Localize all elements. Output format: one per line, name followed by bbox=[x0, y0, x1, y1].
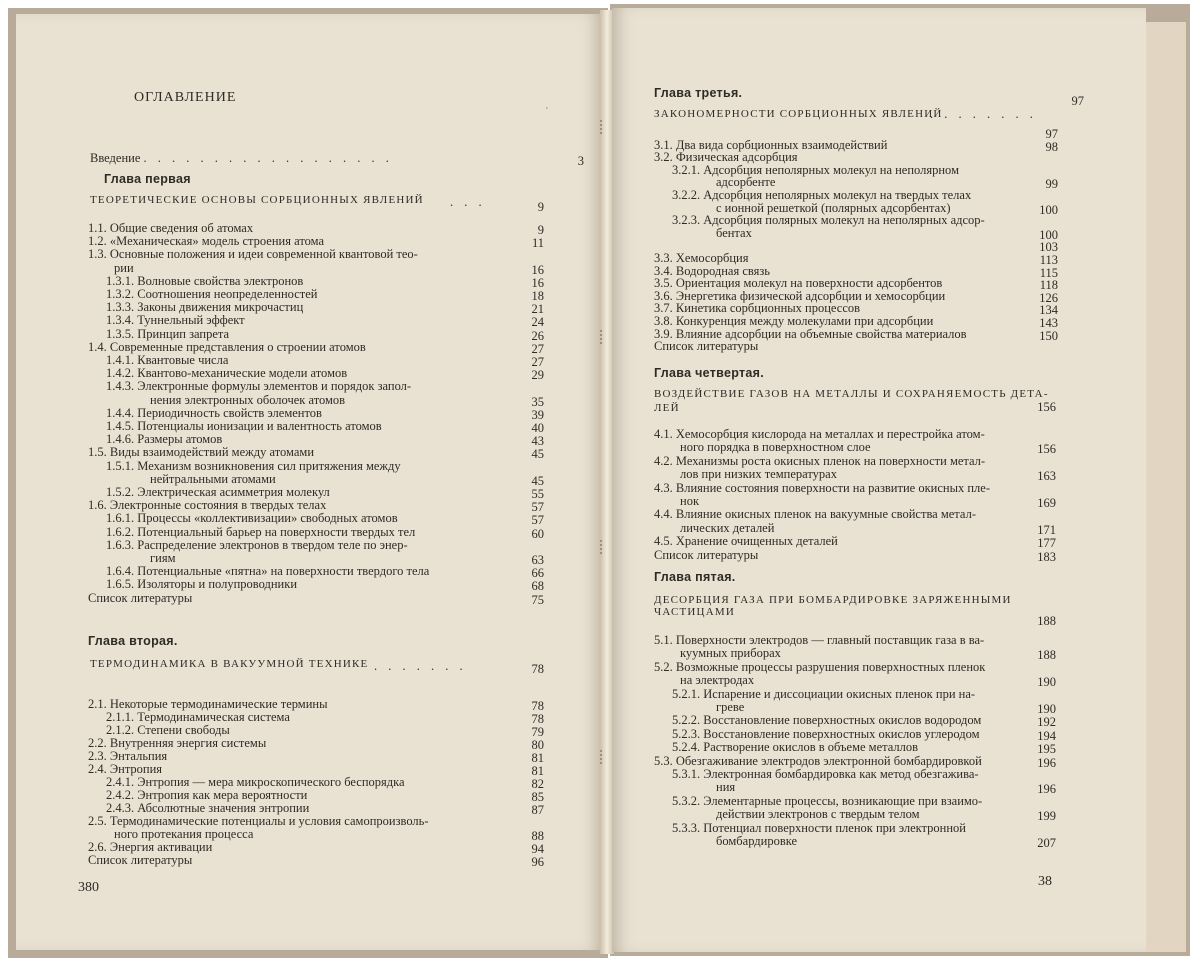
toc-page-number: 188 bbox=[1037, 648, 1056, 663]
toc-entry: 1.4.6. Размеры атомов bbox=[106, 432, 223, 447]
toc-entry: 2.1.2. Степени свободы bbox=[106, 723, 230, 737]
toc-entry: 3.2. Физическая адсорбция bbox=[654, 150, 798, 165]
toc-entry: 1.3.3. Законы движения микрочастиц bbox=[106, 300, 304, 315]
toc-header: ОГЛАВЛЕНИЕ bbox=[134, 90, 237, 105]
toc-entry: 5.2.1. Испарение и диссоциации окисных пленок при на- bbox=[672, 686, 976, 701]
chapter-2-section: ТЕРМОДИНАМИКА В ВАКУУМНОЙ ТЕХНИКЕ bbox=[90, 658, 369, 670]
toc-entry: 1.3.1. Волновые свойства электронов bbox=[106, 273, 304, 288]
right-page-number: 38 bbox=[1038, 874, 1052, 889]
toc-page-number: 63 bbox=[531, 553, 544, 567]
toc-page-number: 88 bbox=[531, 829, 544, 843]
toc-page-number: 81 bbox=[531, 751, 544, 765]
toc-entry: 1.3.4. Туннельный эффект bbox=[106, 313, 245, 328]
toc-entry: нения электронных оболочек атомов bbox=[150, 392, 346, 407]
toc-entry: 3.2.2. Адсорбция неполярных молекул на твердых телах bbox=[672, 188, 972, 202]
toc-page-number: 171 bbox=[1037, 522, 1056, 537]
toc-page-number: 207 bbox=[1037, 836, 1056, 850]
toc-entry: 1.3.2. Соотношения неопределенностей bbox=[106, 287, 318, 301]
toc-entry: 4.4. Влияние окисных пленок на вакуумные свойства метал- bbox=[654, 507, 976, 522]
toc-entry: 5.2.2. Восстановление поверхностных окислов водородом bbox=[672, 713, 982, 728]
toc-entry: Список литературы bbox=[88, 590, 193, 605]
toc-entry: 1.6.5. Изоляторы и полупроводники bbox=[106, 577, 298, 592]
chapter-5-section-line2: ЧАСТИЦАМИ bbox=[654, 606, 735, 618]
toc-entry: 5.2.3. Восстановление поверхностных окислов углеродом bbox=[672, 726, 980, 741]
toc-entry: 2.4.3. Абсолютные значения энтропии bbox=[106, 801, 310, 815]
toc-page-number: 126 bbox=[1039, 290, 1058, 305]
toc-page-number: 96 bbox=[531, 855, 544, 869]
toc-entry: 3.4. Водородная связь bbox=[654, 263, 770, 278]
toc-page-number: 99 bbox=[1045, 177, 1058, 192]
toc-entry: действии электронов с твердым телом bbox=[716, 807, 920, 822]
chapter-3-title: Глава третья. bbox=[654, 86, 743, 100]
toc-page-number: 190 bbox=[1037, 675, 1056, 690]
chapter-4-section-page: 156 bbox=[1037, 400, 1056, 414]
toc-entry: 5.3.2. Элементарные процессы, возникающие при взаимо- bbox=[672, 793, 983, 808]
toc-page-number: 43 bbox=[531, 434, 544, 449]
toc-page-number: 190 bbox=[1037, 702, 1056, 716]
toc-page-number: 29 bbox=[531, 368, 544, 383]
toc-entry: 1.4.5. Потенциалы ионизации и валентность атомов bbox=[106, 419, 382, 433]
toc-entry: 2.3. Энтальпия bbox=[88, 749, 168, 763]
toc-entry: 1.3.5. Принцип запрета bbox=[106, 326, 230, 341]
toc-page-number: 27 bbox=[531, 355, 544, 369]
toc-entry: Список литературы bbox=[88, 853, 193, 867]
toc-page-number: 196 bbox=[1037, 782, 1056, 797]
toc-entry: 2.1.1. Термодинамическая система bbox=[106, 710, 290, 724]
chapter-4-title: Глава четвертая. bbox=[654, 366, 765, 380]
toc-entry: 1.4.1. Квантовые числа bbox=[106, 353, 229, 367]
toc-page-number: 199 bbox=[1037, 809, 1056, 824]
toc-page-number: 169 bbox=[1037, 496, 1056, 510]
toc-page-number: 183 bbox=[1037, 549, 1056, 564]
toc-entry: 3.5. Ориентация молекул на поверхности адсорбентов bbox=[654, 276, 943, 291]
toc-page-number: 16 bbox=[531, 275, 544, 290]
chapter-1-section-page: 9 bbox=[537, 200, 544, 214]
toc-entry: 5.3. Обезгаживание электродов электронной бомбардировкой bbox=[654, 753, 982, 768]
toc-entry: 5.2.4. Растворение окислов в объеме металлов bbox=[672, 740, 919, 755]
toc-entry: 2.4. Энтропия bbox=[88, 762, 163, 776]
toc-entry-intro: Введение . . . . . . . . . . . . . . . . . . bbox=[90, 151, 393, 165]
toc-page-number: 57 bbox=[531, 513, 544, 528]
chapter-4-section-line1: ВОЗДЕЙСТВИЕ ГАЗОВ НА МЕТАЛЛЫ И СОХРАНЯЕМОСТЬ ДЕТА- bbox=[654, 388, 1049, 400]
toc-page-number: 75 bbox=[531, 592, 544, 607]
toc-page-number: 78 bbox=[531, 699, 544, 713]
toc-entry: 2.4.1. Энтропия — мера микроскопического беспорядка bbox=[106, 775, 405, 789]
toc-page-number: 100 bbox=[1039, 202, 1058, 217]
toc-page-number: 103 bbox=[1039, 240, 1058, 255]
toc-entry: 1.3. Основные положения и идеи современной квантовой тео- bbox=[88, 247, 418, 262]
toc-entry: бомбардировке bbox=[716, 834, 798, 848]
toc-entry: бентах bbox=[716, 225, 752, 240]
chapter-1-section: ТЕОРЕТИЧЕСКИЕ ОСНОВЫ СОРБЦИОННЫХ ЯВЛЕНИЙ bbox=[90, 194, 424, 206]
toc-entry: 2.6. Энергия активации bbox=[88, 840, 213, 854]
toc-page-number: 98 bbox=[1045, 139, 1058, 154]
toc-entry: 2.4.2. Энтропия как мера вероятности bbox=[106, 788, 308, 802]
toc-page-number: 21 bbox=[531, 302, 544, 317]
toc-entry: с ионной решеткой (полярных адсорбентах) bbox=[716, 200, 951, 215]
toc-page-number: 94 bbox=[531, 842, 544, 856]
toc-entry: лов при низких температурах bbox=[680, 467, 837, 482]
left-page bbox=[16, 14, 602, 950]
toc-entry: 1.5.2. Электрическая асимметрия молекул bbox=[106, 485, 330, 499]
toc-entry: лических деталей bbox=[680, 520, 775, 535]
toc-page-number: 115 bbox=[1039, 265, 1058, 280]
toc-entry: ного порядка в поверхностном слое bbox=[680, 440, 871, 455]
toc-entry: 2.1. Некоторые термодинамические термины bbox=[88, 697, 328, 711]
toc-entry: ного протекания процесса bbox=[114, 827, 254, 841]
toc-page-number: 60 bbox=[531, 526, 544, 541]
left-page-number: 380 bbox=[78, 880, 99, 895]
toc-page-number: 81 bbox=[531, 764, 544, 778]
toc-page-number: 27 bbox=[531, 341, 544, 356]
toc-entry: 3.8. Конкуренция между молекулами при адсорбции bbox=[654, 314, 934, 328]
toc-page-number: 16 bbox=[531, 262, 544, 277]
toc-entry: 4.5. Хранение очищенных деталей bbox=[654, 534, 838, 549]
chapter-2-leaders: . . . . . . . bbox=[374, 659, 467, 673]
toc-entry: адсорбенте bbox=[716, 175, 776, 190]
toc-entry: нейтральными атомами bbox=[150, 471, 276, 486]
toc-page-number: 9 bbox=[537, 223, 544, 237]
toc-entry: 1.2. «Механическая» модель строения атома bbox=[88, 234, 325, 249]
toc-entry: 1.5.1. Механизм возникновения сил притяжения между bbox=[106, 458, 401, 473]
toc-page-number: 24 bbox=[531, 315, 544, 330]
toc-entry: 3.1. Два вида сорбционных взаимодействий bbox=[654, 137, 888, 152]
toc-page-number: 134 bbox=[1039, 303, 1058, 318]
page-mark: ' bbox=[546, 106, 548, 117]
chapter-3-section-page: 97 bbox=[1071, 94, 1084, 108]
toc-entry: рии bbox=[114, 260, 134, 275]
toc-entry: 1.6. Электронные состояния в твердых телах bbox=[88, 498, 327, 513]
toc-entry: 5.2. Возможные процессы разрушения поверхностных пленок bbox=[654, 659, 986, 674]
chapter-1-title: Глава первая bbox=[104, 172, 191, 186]
chapter-1-leaders: . . . bbox=[450, 195, 486, 209]
chapter-4-section-line2: ЛЕЙ bbox=[654, 402, 680, 414]
toc-entry: 5.3.1. Электронная бомбардировка как метод обезгажива- bbox=[672, 767, 979, 781]
toc-page-number: 11 bbox=[531, 236, 544, 251]
toc-page-number: 39 bbox=[531, 407, 544, 422]
toc-entry: 1.6.4. Потенциальные «пятна» на поверхности твердого тела bbox=[106, 564, 430, 579]
chapter-5-title: Глава пятая. bbox=[654, 570, 736, 584]
toc-page-number: 196 bbox=[1037, 755, 1056, 770]
toc-entry: Список литературы bbox=[654, 339, 759, 354]
toc-page-number: 113 bbox=[1039, 253, 1058, 267]
toc-entry: 5.3.3. Потенциал поверхности пленок при электронной bbox=[672, 820, 966, 835]
toc-entry: нок bbox=[680, 494, 700, 508]
toc-page-number: 143 bbox=[1039, 316, 1058, 330]
toc-entry: 1.6.1. Процессы «коллективизации» свободных атомов bbox=[106, 511, 398, 526]
chapter-3-leaders: . . . . . . . . bbox=[930, 107, 1037, 121]
toc-page-number: 18 bbox=[531, 289, 544, 303]
toc-page-number: 150 bbox=[1039, 328, 1058, 343]
toc-page-number: 156 bbox=[1037, 442, 1056, 457]
toc-entry: 4.2. Механизмы роста окисных пленок на поверхности метал- bbox=[654, 453, 986, 468]
toc-page-number: 26 bbox=[531, 328, 544, 343]
chapter-2-title: Глава вторая. bbox=[88, 634, 178, 648]
toc-page-number: 55 bbox=[531, 487, 544, 501]
toc-entry: 3.9. Влияние адсорбции на объемные свойства материалов bbox=[654, 326, 967, 341]
toc-page-number: 35 bbox=[531, 394, 544, 409]
toc-page-number: 195 bbox=[1037, 742, 1056, 757]
toc-entry: 3.2.3. Адсорбция полярных молекул на неполярных адсор- bbox=[672, 213, 985, 228]
toc-page-number: 163 bbox=[1037, 469, 1056, 484]
toc-page-number: 80 bbox=[531, 738, 544, 752]
toc-entry: 1.4. Современные представления о строении атомов bbox=[88, 339, 366, 354]
toc-page-number: 100 bbox=[1039, 227, 1058, 242]
toc-entry: на электродах bbox=[680, 673, 755, 688]
toc-entry: гиям bbox=[150, 551, 176, 565]
chapter-2-section-page: 78 bbox=[531, 662, 544, 676]
chapter-3-section: ЗАКОНОМЕРНОСТИ СОРБЦИОННЫХ ЯВЛЕНИЙ bbox=[654, 108, 943, 120]
toc-page-number: 40 bbox=[531, 421, 544, 435]
toc-page-number: 82 bbox=[531, 777, 544, 791]
toc-entry: 1.4.2. Квантово-механические модели атомов bbox=[106, 366, 348, 381]
toc-entry: 1.1. Общие сведения об атомах bbox=[88, 221, 254, 235]
toc-entry: куумных приборах bbox=[680, 646, 781, 661]
toc-page-number: 78 bbox=[531, 712, 544, 726]
toc-page-number: 57 bbox=[531, 500, 544, 515]
toc-page-number: 68 bbox=[531, 579, 544, 594]
toc-entry: 1.6.2. Потенциальный барьер на поверхности твердых тел bbox=[106, 524, 416, 539]
toc-entry: 3.6. Энергетика физической адсорбции и хемосорбции bbox=[654, 288, 946, 303]
toc-entry: 1.4.3. Электронные формулы элементов и порядок запол- bbox=[106, 379, 412, 394]
toc-entry: 1.5. Виды взаимодействий между атомами bbox=[88, 445, 315, 460]
toc-entry: 3.3. Хемосорбция bbox=[654, 251, 749, 265]
toc-page-intro: 3 bbox=[577, 154, 584, 168]
toc-page-number: 97 bbox=[1045, 127, 1058, 141]
toc-page-number: 194 bbox=[1037, 728, 1056, 743]
toc-entry: 4.1. Хемосорбция кислорода на металлах и перестройка атом- bbox=[654, 427, 985, 441]
toc-page-number: 66 bbox=[531, 566, 544, 581]
toc-entry: ния bbox=[716, 780, 736, 795]
toc-entry: 3.2.1. Адсорбция неполярных молекул на неполярном bbox=[672, 162, 959, 177]
toc-entry: 5.1. Поверхности электродов — главный поставщик газа в ва- bbox=[654, 633, 985, 647]
toc-page-number: 177 bbox=[1037, 536, 1056, 551]
toc-page-number: 85 bbox=[531, 790, 544, 804]
toc-page-number: 45 bbox=[531, 473, 544, 488]
toc-page-number: 118 bbox=[1039, 278, 1058, 293]
toc-page-number: 192 bbox=[1037, 715, 1056, 730]
toc-entry: греве bbox=[716, 700, 745, 714]
toc-page-number: 87 bbox=[531, 803, 544, 817]
toc-entry: 3.7. Кинетика сорбционных процессов bbox=[654, 301, 861, 316]
right-page bbox=[612, 8, 1146, 952]
toc-entry: 1.4.4. Периодичность свойств элементов bbox=[106, 405, 322, 420]
toc-entry: 2.5. Термодинамические потенциалы и условия самопроизволь- bbox=[88, 814, 429, 828]
toc-entry: 2.2. Внутренняя энергия системы bbox=[88, 736, 267, 750]
toc-page-number: 45 bbox=[531, 447, 544, 462]
toc-page-number: 79 bbox=[531, 725, 544, 739]
page-edges bbox=[1146, 22, 1186, 952]
toc-entry: Список литературы bbox=[654, 547, 759, 562]
toc-entry: 1.6.3. Распределение электронов в твердом теле по энер- bbox=[106, 537, 408, 552]
chapter-5-section-line1: ДЕСОРБЦИЯ ГАЗА ПРИ БОМБАРДИРОВКЕ ЗАРЯЖЕННЫМИ bbox=[654, 594, 1012, 606]
toc-entry: 4.3. Влияние состояния поверхности на развитие окисных пле- bbox=[654, 480, 990, 495]
chapter-5-section-page: 188 bbox=[1037, 614, 1056, 628]
